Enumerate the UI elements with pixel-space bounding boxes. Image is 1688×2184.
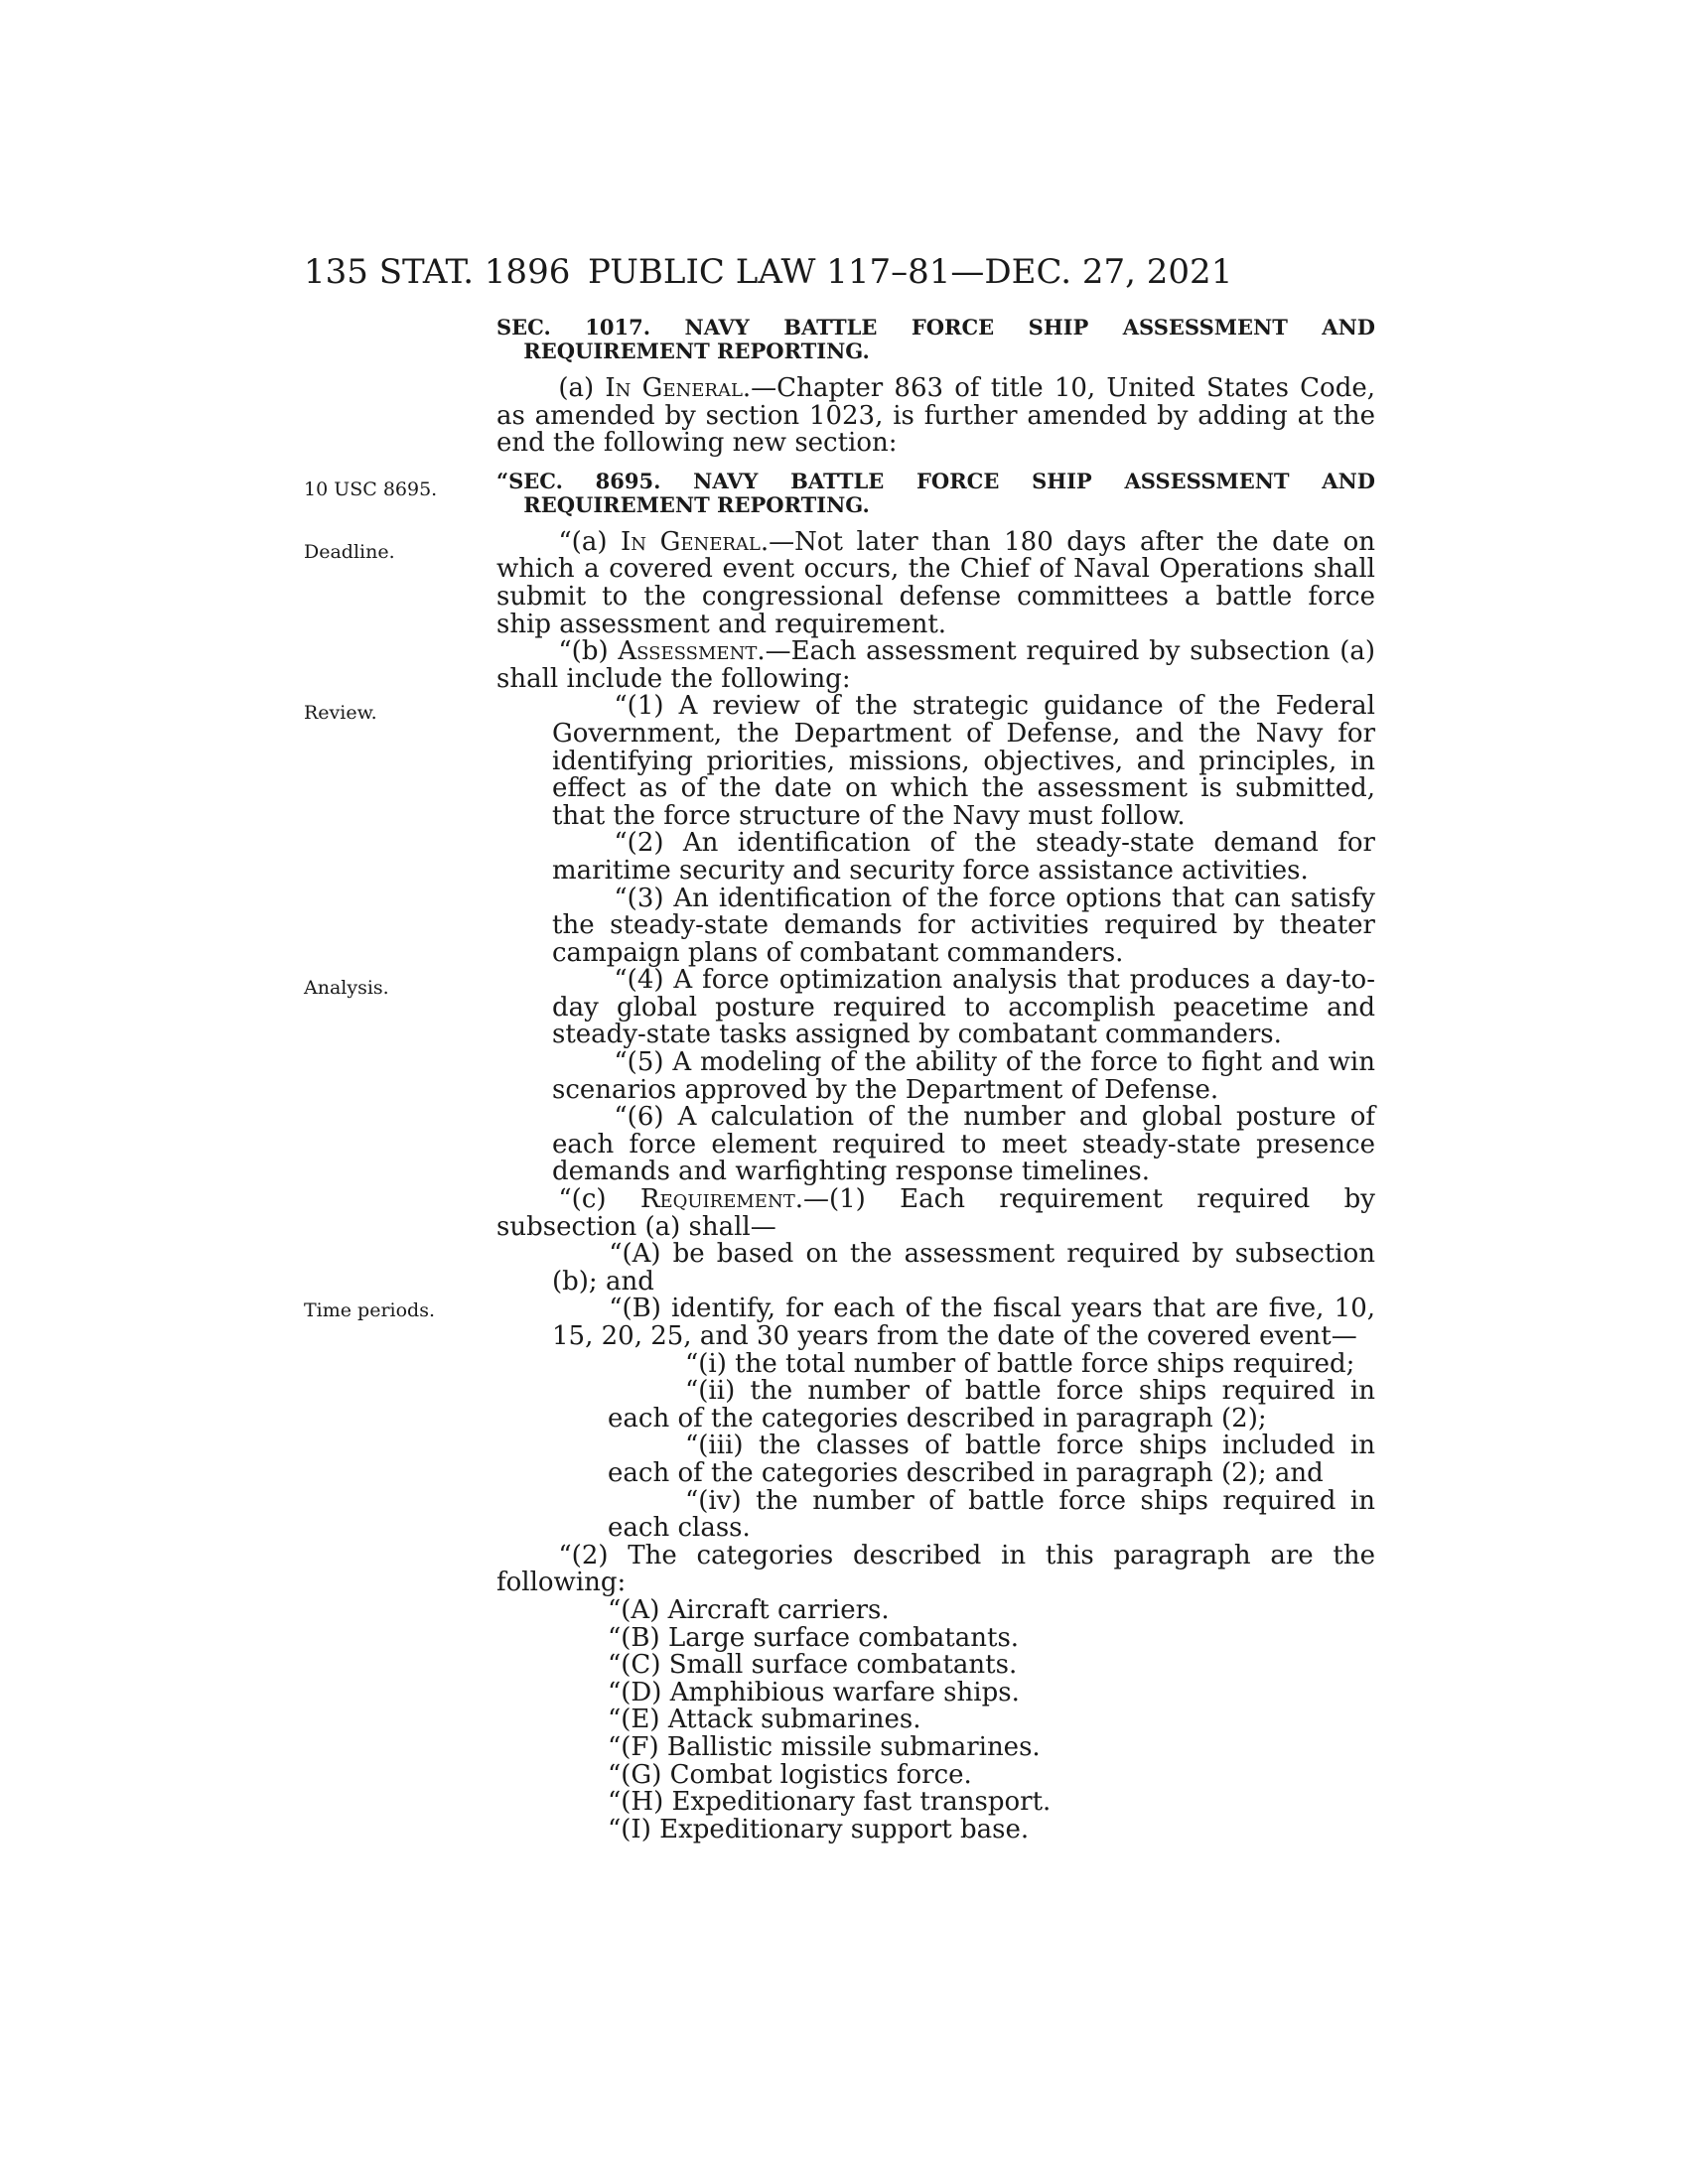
assessment-item-5: “(5) A modeling of the ability of the force to fight and win scenarios approved by the Department of Defense.	[552, 1047, 1375, 1105]
category-item: “(B) Large surface combatants.	[608, 1622, 1020, 1653]
margin-note-usc: 10 USC 8695.	[304, 478, 438, 500]
assessment-item-6: “(6) A calculation of the number and global posture of each force element required to meet steady-state presence demands and warfighting response timelines.	[552, 1102, 1375, 1187]
law-title: PUBLIC LAW 117–81—DEC. 27, 2021	[588, 252, 1233, 292]
category-item: “(D) Amphibious warfare ships.	[608, 1677, 1020, 1707]
section-1017-subsection-a: (a) In General.—Chapter 863 of title 10, United States Code, as amended by section 1023, is further amended by adding at the end the following new section:	[496, 373, 1376, 459]
category-item: “(F) Ballistic missile submarines.	[608, 1731, 1041, 1762]
requirement-paragraph-2: “(2) The categories described in this paragraph are the following:	[496, 1540, 1375, 1598]
subsection-b: “(b) Assessment.—Each assessment required by subsection (a) shall include the following:	[496, 636, 1375, 694]
category-item: “(E) Attack submarines.	[608, 1705, 921, 1735]
section-1017-heading: SEC. 1017. NAVY BATTLE FORCE SHIP ASSESSMENT AND REQUIREMENT REPORTING.	[496, 315, 1375, 363]
margin-note-time-periods: Time periods.	[304, 1299, 436, 1321]
category-list	[496, 1594, 1375, 1844]
requirement-subitem-iv: “(iv) the number of battle force ships required in each class.	[608, 1485, 1375, 1544]
stat-reference: 135 STAT. 1896	[304, 252, 571, 292]
requirement-item-a: “(A) be based on the assessment required by subsection (b); and	[552, 1239, 1375, 1297]
assessment-item-1: “(1) A review of the strategic guidance of the Federal Government, the Department of Defense, and the Navy for identifying priorities, missions, objectives, and principles, in effect as of the date on which the assessment is submitted, that the force structure of the Navy must follow.	[552, 691, 1375, 831]
subsection-a: “(a) In General.—Not later than 180 days after the date on which a covered event occurs, the Chief of Naval Operations shall submit to the congressional defense committees a battle force ship assessment and requirement.	[496, 526, 1375, 639]
category-item: “(C) Small surface combatants.	[608, 1650, 1018, 1681]
requirement-subitem-iii: “(iii) the classes of battle force ships included in each of the categories described in paragraph (2); and	[608, 1431, 1375, 1488]
subsection-c: “(c) Requirement.—(1) Each requirement required by subsection (a) shall—	[496, 1184, 1375, 1242]
category-item: “(H) Expeditionary fast transport.	[608, 1787, 1052, 1818]
category-item: “(I) Expeditionary support base.	[608, 1814, 1030, 1844]
margin-note-review: Review.	[304, 702, 377, 724]
requirement-subitem-i: “(i) the total number of battle force ships required;	[685, 1348, 1355, 1379]
margin-note-deadline: Deadline.	[304, 541, 395, 563]
assessment-item-2: “(2) An identification of the steady-state demand for maritime security and security force assistance activities.	[552, 828, 1375, 886]
assessment-item-3: “(3) An identification of the force options that can satisfy the steady-state demands for activities required by theater campaign plans of combatant commanders.	[552, 883, 1375, 968]
page-header	[304, 252, 1376, 292]
section-8695-heading: “SEC. 8695. NAVY BATTLE FORCE SHIP ASSESSMENT AND REQUIREMENT REPORTING.	[496, 468, 1375, 517]
category-item: “(G) Combat logistics force.	[608, 1759, 972, 1790]
document-body	[496, 316, 1375, 1843]
category-item: “(A) Aircraft carriers.	[608, 1594, 890, 1625]
assessment-item-4: “(4) A force optimization analysis that produces a day-to-day global posture required to accomplish peacetime and steady-state tasks assigned by combatant commanders.	[552, 965, 1375, 1050]
requirement-item-b: “(B) identify, for each of the fiscal years that are five, 10, 15, 20, 25, and 30 years from the date of the covered event—	[552, 1294, 1375, 1351]
requirement-subitem-ii: “(ii) the number of battle force ships required in each of the categories described in paragraph (2);	[608, 1376, 1375, 1433]
margin-note-analysis: Analysis.	[304, 977, 389, 999]
